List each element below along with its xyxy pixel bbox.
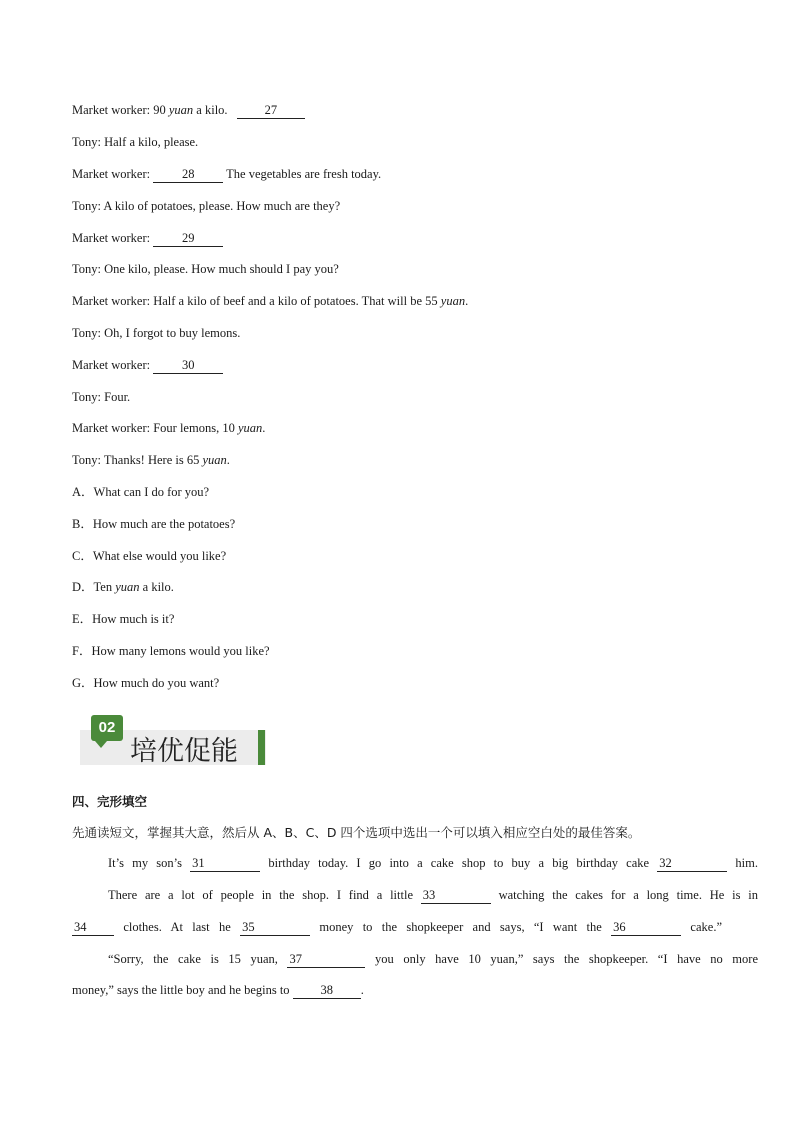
option-c: C．What else would you like?: [72, 549, 227, 563]
option-f: F．How many lemons would you like?: [72, 644, 270, 658]
blank-28[interactable]: 28: [153, 166, 223, 183]
dialogue-line: Tony: Four.: [72, 390, 131, 404]
blank-38[interactable]: 38: [293, 982, 361, 999]
blank-34[interactable]: 34: [72, 919, 114, 936]
blank-33[interactable]: 33: [421, 887, 491, 904]
passage-line: money,” says the little boy and he begins to 38 .: [72, 983, 364, 997]
dialogue-line: Market worker: 29: [72, 230, 223, 247]
banner-accent-bar: [258, 730, 265, 765]
dialogue-line: Tony: One kilo, please. How much should I pay you?: [72, 262, 339, 276]
passage-line: It’s my son’s 31 birthday today. I go into a cake shop to buy a big birthday cake 32 him.: [108, 856, 758, 870]
option-a: A．What can I do for you?: [72, 485, 210, 499]
dialogue-line: Market worker: 30: [72, 357, 223, 374]
passage-line: “Sorry, the cake is 15 yuan, 37 you only have 10 yuan,” says the shopkeeper. “I have no more: [108, 952, 758, 966]
dialogue-line: Tony: Half a kilo, please.: [72, 135, 199, 149]
option-d: D．Ten yuan a kilo.: [72, 580, 174, 594]
banner-title: 培优促能: [130, 736, 238, 767]
blank-31[interactable]: 31: [190, 855, 260, 872]
dialogue-line: Market worker: 90 yuan a kilo. 27: [72, 102, 305, 119]
option-e: E．How much is it?: [72, 612, 175, 626]
section-banner: [80, 712, 266, 766]
dialogue-line: Tony: Thanks! Here is 65 yuan.: [72, 453, 230, 467]
blank-36[interactable]: 36: [611, 919, 681, 936]
section-instruction: 先通读短文，掌握其大意，然后从 A、B、C、D 四个选项中选出一个可以填入相应空白处的最佳答案。: [72, 825, 641, 840]
dialogue-line: Market worker: 28 The vegetables are fresh today.: [72, 167, 382, 181]
section-heading: 四、完形填空: [72, 794, 148, 809]
blank-37[interactable]: 37: [287, 951, 365, 968]
dialogue-line: Tony: A kilo of potatoes, please. How much are they?: [72, 199, 341, 213]
option-g: G．How much do you want?: [72, 676, 220, 690]
blank-30[interactable]: 30: [153, 357, 223, 374]
passage-line: 34 clothes. At last he 35 money to the shopkeeper and says, “I want the 36 cake.”: [74, 920, 722, 934]
dialogue-line: Market worker: Half a kilo of beef and a kilo of potatoes. That will be 55 yuan.: [72, 294, 469, 308]
blank-29[interactable]: 29: [153, 230, 223, 247]
blank-27[interactable]: 27: [237, 102, 305, 119]
banner-number-badge: 02: [91, 715, 123, 741]
blank-35[interactable]: 35: [240, 919, 310, 936]
option-b: B．How much are the potatoes?: [72, 517, 236, 531]
blank-32[interactable]: 32: [657, 855, 727, 872]
dialogue-line: Market worker: Four lemons, 10 yuan.: [72, 421, 266, 435]
passage-line: There are a lot of people in the shop. I find a little 33 watching the cakes for a long time. He is in: [108, 888, 758, 902]
dialogue-line: Tony: Oh, I forgot to buy lemons.: [72, 326, 241, 340]
